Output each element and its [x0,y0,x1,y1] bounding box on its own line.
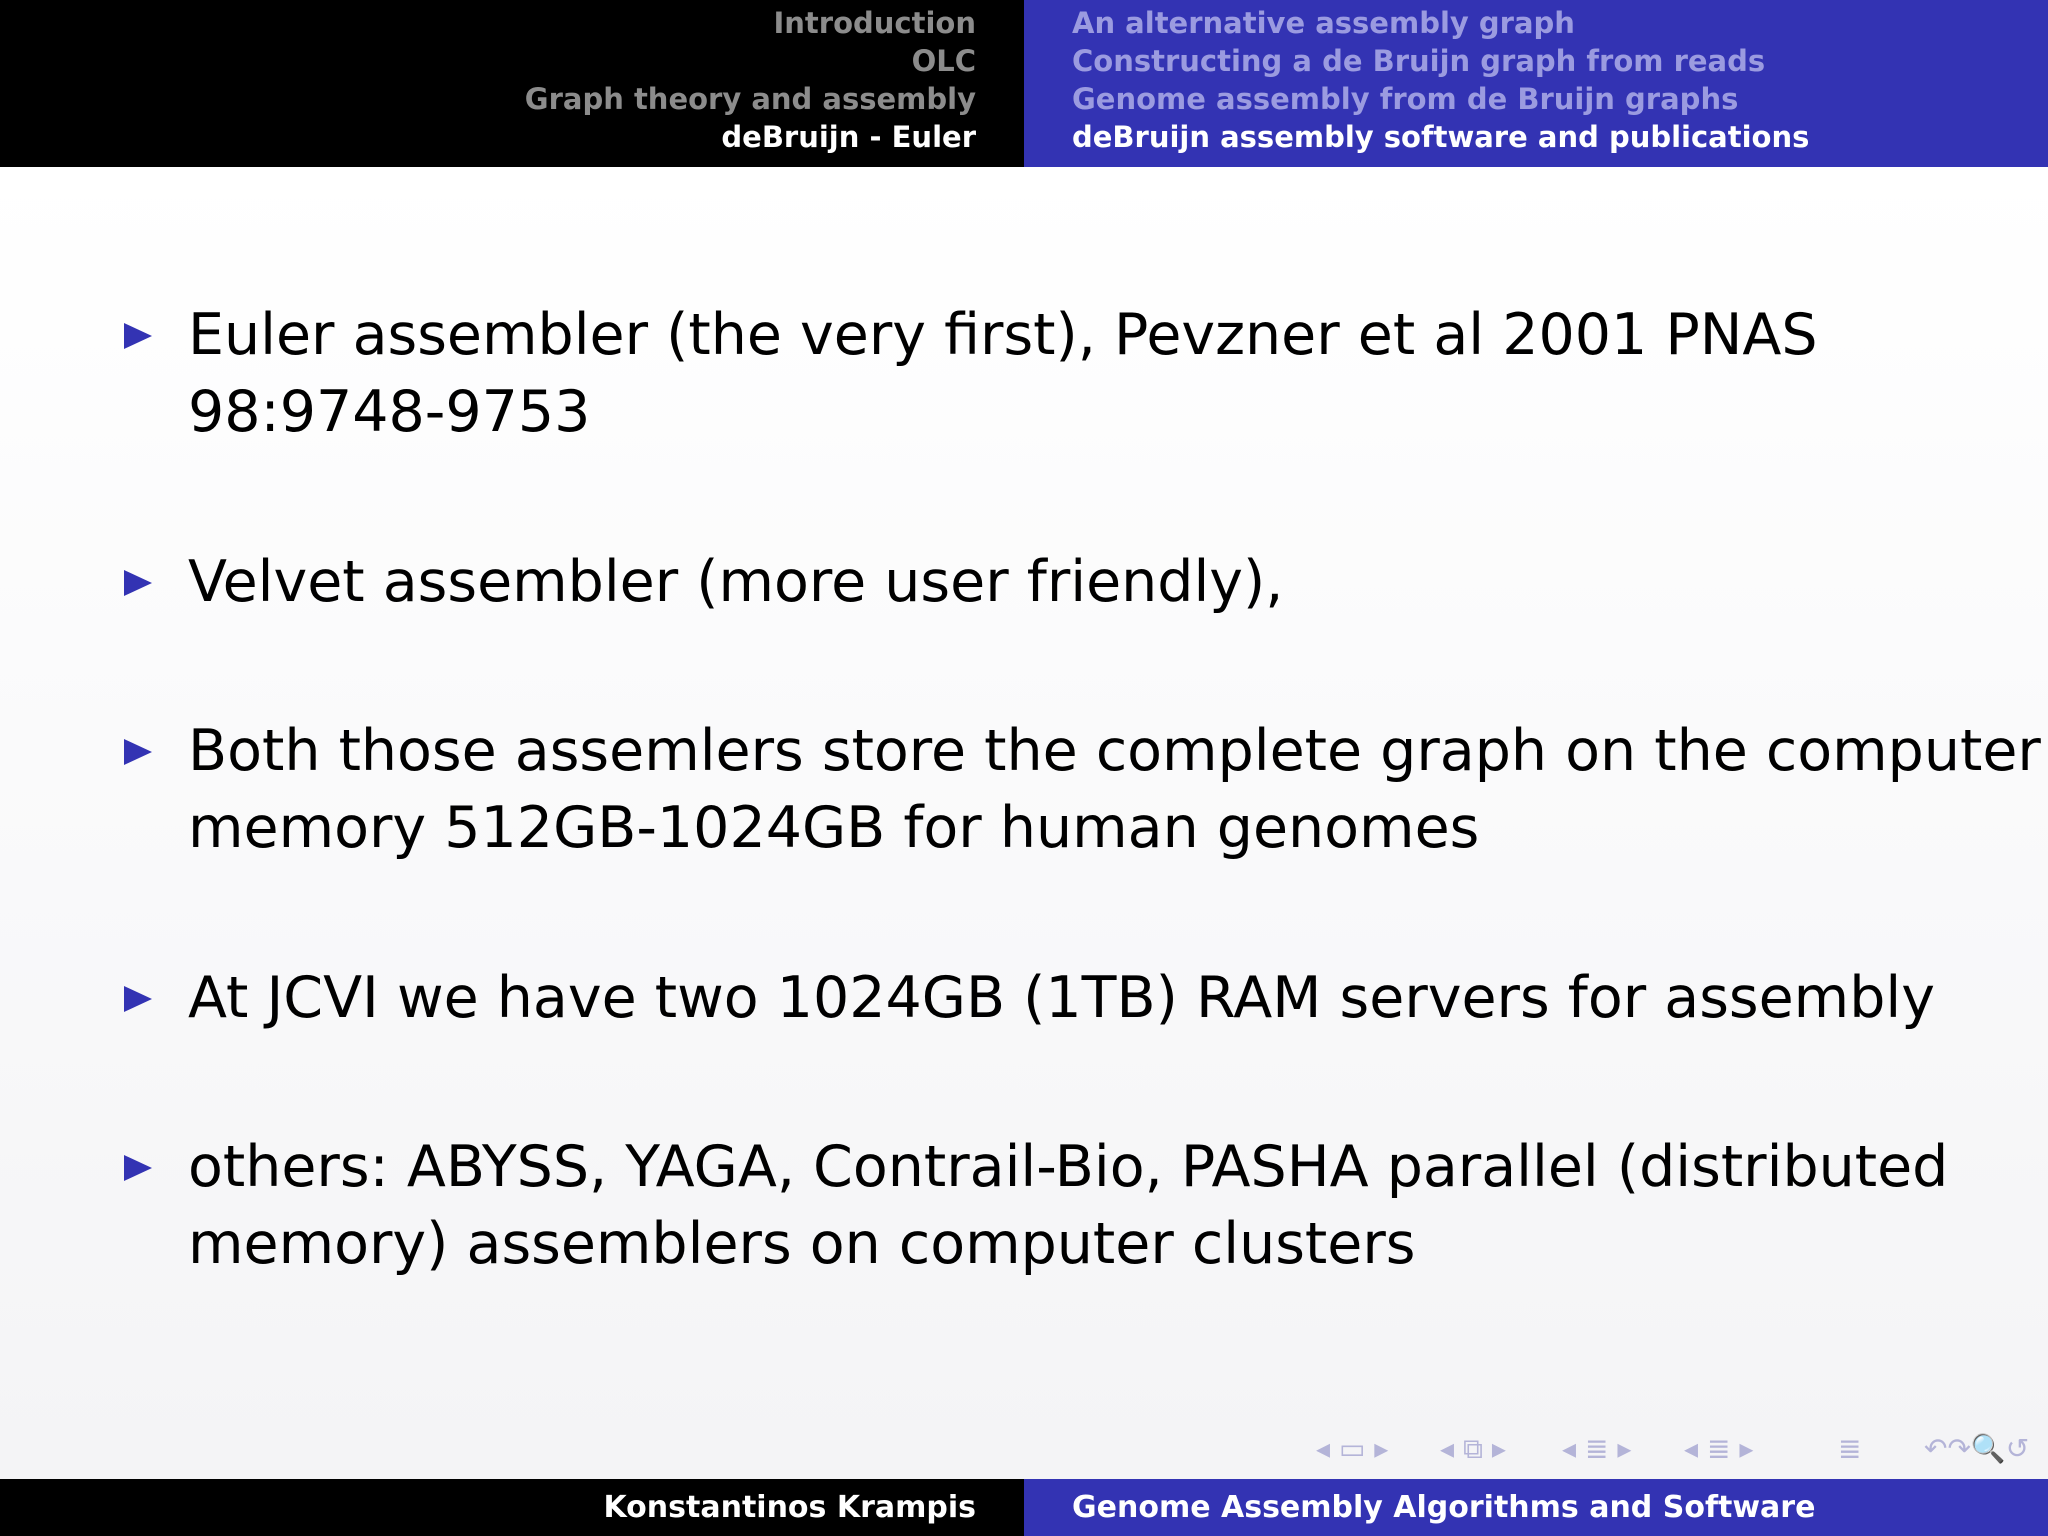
bullet-line: memory) assemblers on computer clusters [188,1211,1416,1277]
header-sections-panel [0,0,1024,167]
section-graph-theory[interactable]: Graph theory and assembly [524,82,976,116]
subsection-genome-assembly[interactable]: Genome assembly from de Bruijn graphs [1072,82,1739,116]
slide-content [0,167,2048,1479]
triangle-bullet-icon [124,323,152,349]
bullet-line: Velvet assembler (more user friendly), [188,549,1284,615]
subsection-alternative-graph[interactable]: An alternative assembly graph [1072,6,1575,40]
section-introduction[interactable]: Introduction [773,6,976,40]
slide-nav-icon[interactable]: ◂ ▭ ▸ [1316,1432,1389,1465]
header-subsections-panel [1024,0,2048,167]
triangle-bullet-icon [124,1155,152,1181]
triangle-bullet-icon [124,570,152,596]
navigation-symbols [0,1429,2048,1469]
toc-icon[interactable]: ≣ [1838,1432,1862,1465]
bullet-line: Euler assembler (the very first), Pevzner et al 2001 PNAS [188,302,1818,368]
section-nav-icon[interactable]: ◂ ≣ ▸ [1684,1432,1754,1465]
subsection-nav-icon[interactable]: ◂ ≣ ▸ [1562,1432,1632,1465]
footer-title-panel [1024,1479,2048,1536]
subsection-software-publications[interactable]: deBruijn assembly software and publications [1072,120,1810,154]
bullet-line: At JCVI we have two 1024GB (1TB) RAM servers for assembly [188,965,1935,1031]
triangle-bullet-icon [124,986,152,1012]
subsection-constructing-graph[interactable]: Constructing a de Bruijn graph from reads [1072,44,1766,78]
triangle-bullet-icon [124,739,152,765]
section-nav [525,4,976,156]
bullet-line: 98:9748-9753 [188,379,591,445]
footer-author: Konstantinos Krampis [603,1490,976,1525]
bullet-line: memory 512GB-1024GB for human genomes [188,795,1480,861]
header-bar [0,0,2048,167]
section-debruijn-euler[interactable]: deBruijn - Euler [721,120,976,154]
search-icon[interactable]: ↶↷🔍↺ [1924,1432,2030,1465]
footer-author-panel [0,1479,1024,1536]
section-olc[interactable]: OLC [911,44,976,78]
bullet-line: others: ABYSS, YAGA, Contrail-Bio, PASHA parallel (distributed [188,1134,1949,1200]
frame-nav-icon[interactable]: ◂ ⧉ ▸ [1440,1432,1506,1465]
subsection-nav [1072,4,1809,156]
bullet-line: Both those assemlers store the complete graph on the computer [188,718,2041,784]
footer-title: Genome Assembly Algorithms and Software [1072,1490,1816,1525]
